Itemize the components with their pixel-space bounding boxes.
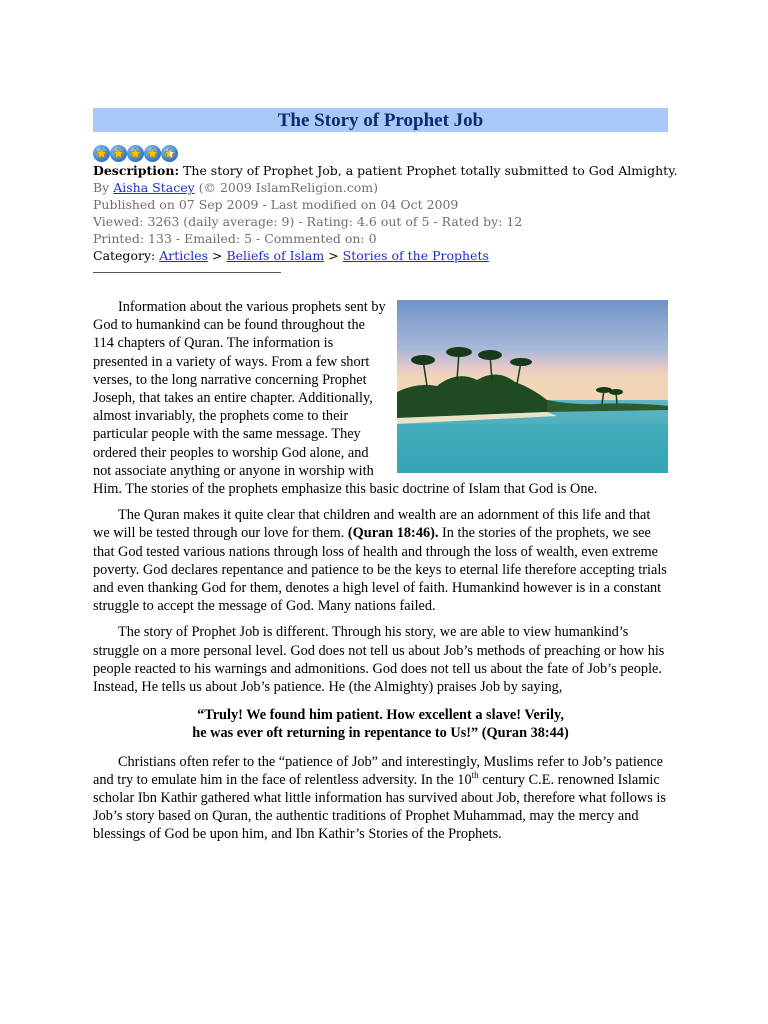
title-bar — [93, 108, 668, 132]
paragraph: Information about the various prophets sent by God to humankind can be found throughout the 114 chapters of Quran. The information is presented in a variety of ways. From a few short verses, to the long narrative concerning Prophet Joseph, that takes an entire chapter. Additionally, almost invariably, the prophets come to their particular people with the same message. They ordered their peoples to worship God alone, and not associate anything or anyone in worship with Him. The stories of the prophets emphasize this basic doctrine of Islam that God is One. — [93, 299, 598, 498]
paragraph-text: century C.E. renowned Islamic scholar Ibn Kathir gathered what little information has survived about Job, therefore what follows is Job’s story based on Quran, the authentic traditions of Prophet Muhammad, may the mercy and blessings of God be upon him, and Ibn Kathir’s Stories of the Prophets. — [93, 771, 666, 843]
paragraph: The story of Prophet Job is different. Through his story, we are able to view humankind’s struggle on a more personal level. God does not tell us about Job’s methods of preaching or how his people reacted to his warnings and admonitions. God does not tell us about the fate of Job’s people. Instead, He tells us about Job’s patience. He (the Almighty) praises Job by saying, — [93, 624, 665, 696]
star-icon[interactable] — [93, 145, 110, 162]
description-text: The story of Prophet Job, a patient Prophet totally submitted to God Almighty. — [179, 163, 678, 178]
published-info: Published on 07 Sep 2009 - Last modified on 04 Oct 2009 — [93, 197, 459, 212]
star-icon[interactable] — [110, 145, 127, 162]
paragraph-text: Christians often refer to the “patience of Job” and interestingly, Muslims refer to Job’s patience and try to emulate him in the face of relentless adversity. In the 10 — [93, 753, 663, 788]
breadcrumb-separator: > — [208, 248, 227, 263]
quran-reference: (Quran 18:46). — [347, 525, 439, 542]
breadcrumb-articles[interactable]: Articles — [159, 248, 209, 263]
paragraph — [93, 753, 668, 844]
star-icon[interactable] — [144, 145, 161, 162]
paragraph — [93, 506, 668, 615]
rating-stars[interactable] — [93, 145, 178, 162]
article-meta — [93, 162, 693, 264]
breadcrumb-separator: > — [324, 248, 343, 263]
copyright: (© 2009 IslamReligion.com) — [194, 180, 379, 195]
article-body — [93, 298, 668, 852]
lagoon-image — [397, 300, 668, 473]
star-icon[interactable] — [127, 145, 144, 162]
breadcrumb-beliefs-of-islam[interactable]: Beliefs of Islam — [226, 248, 325, 263]
breadcrumb — [93, 247, 693, 264]
page-title: The Story of Prophet Job — [277, 110, 484, 131]
quran-quote — [93, 706, 668, 742]
author-link[interactable]: Aisha Stacey — [113, 180, 195, 195]
ordinal-suffix: th — [471, 770, 479, 781]
print-stats: Printed: 133 - Emailed: 5 - Commented on: 0 — [93, 231, 377, 246]
description-row — [93, 162, 693, 179]
paragraph-text: In the stories of the prophets, we see that God tested various nations through loss of health and through the loss of wealth, even extreme poverty. God declares repentance and patience to be the keys to eternal life therefore accepting trials and even thanking God for them, denotes a high level of faith. Humankind however is in a constant struggle to accept the message of God. Many nations failed. — [93, 525, 667, 615]
divider — [93, 272, 281, 273]
view-stats: Viewed: 3263 (daily average: 9) - Rating: 4.6 out of 5 - Rated by: 12 — [93, 214, 523, 229]
paragraph-text: The Quran makes it quite clear that children and wealth are an adornment of this life and that we will be tested through our love for them. — [93, 507, 651, 542]
category-label: Category: — [93, 248, 160, 263]
half-star-icon[interactable] — [161, 145, 178, 162]
by-label: By — [93, 180, 114, 195]
breadcrumb-stories-of-the-prophets[interactable]: Stories of the Prophets — [342, 248, 489, 263]
quote-line: he was ever oft returning in repentance to Us!” (Quran 38:44) — [192, 725, 569, 742]
quote-line: “Truly! We found him patient. How excellent a slave! Verily, — [197, 707, 564, 724]
byline — [93, 179, 693, 196]
description-label: Description: — [93, 163, 180, 178]
